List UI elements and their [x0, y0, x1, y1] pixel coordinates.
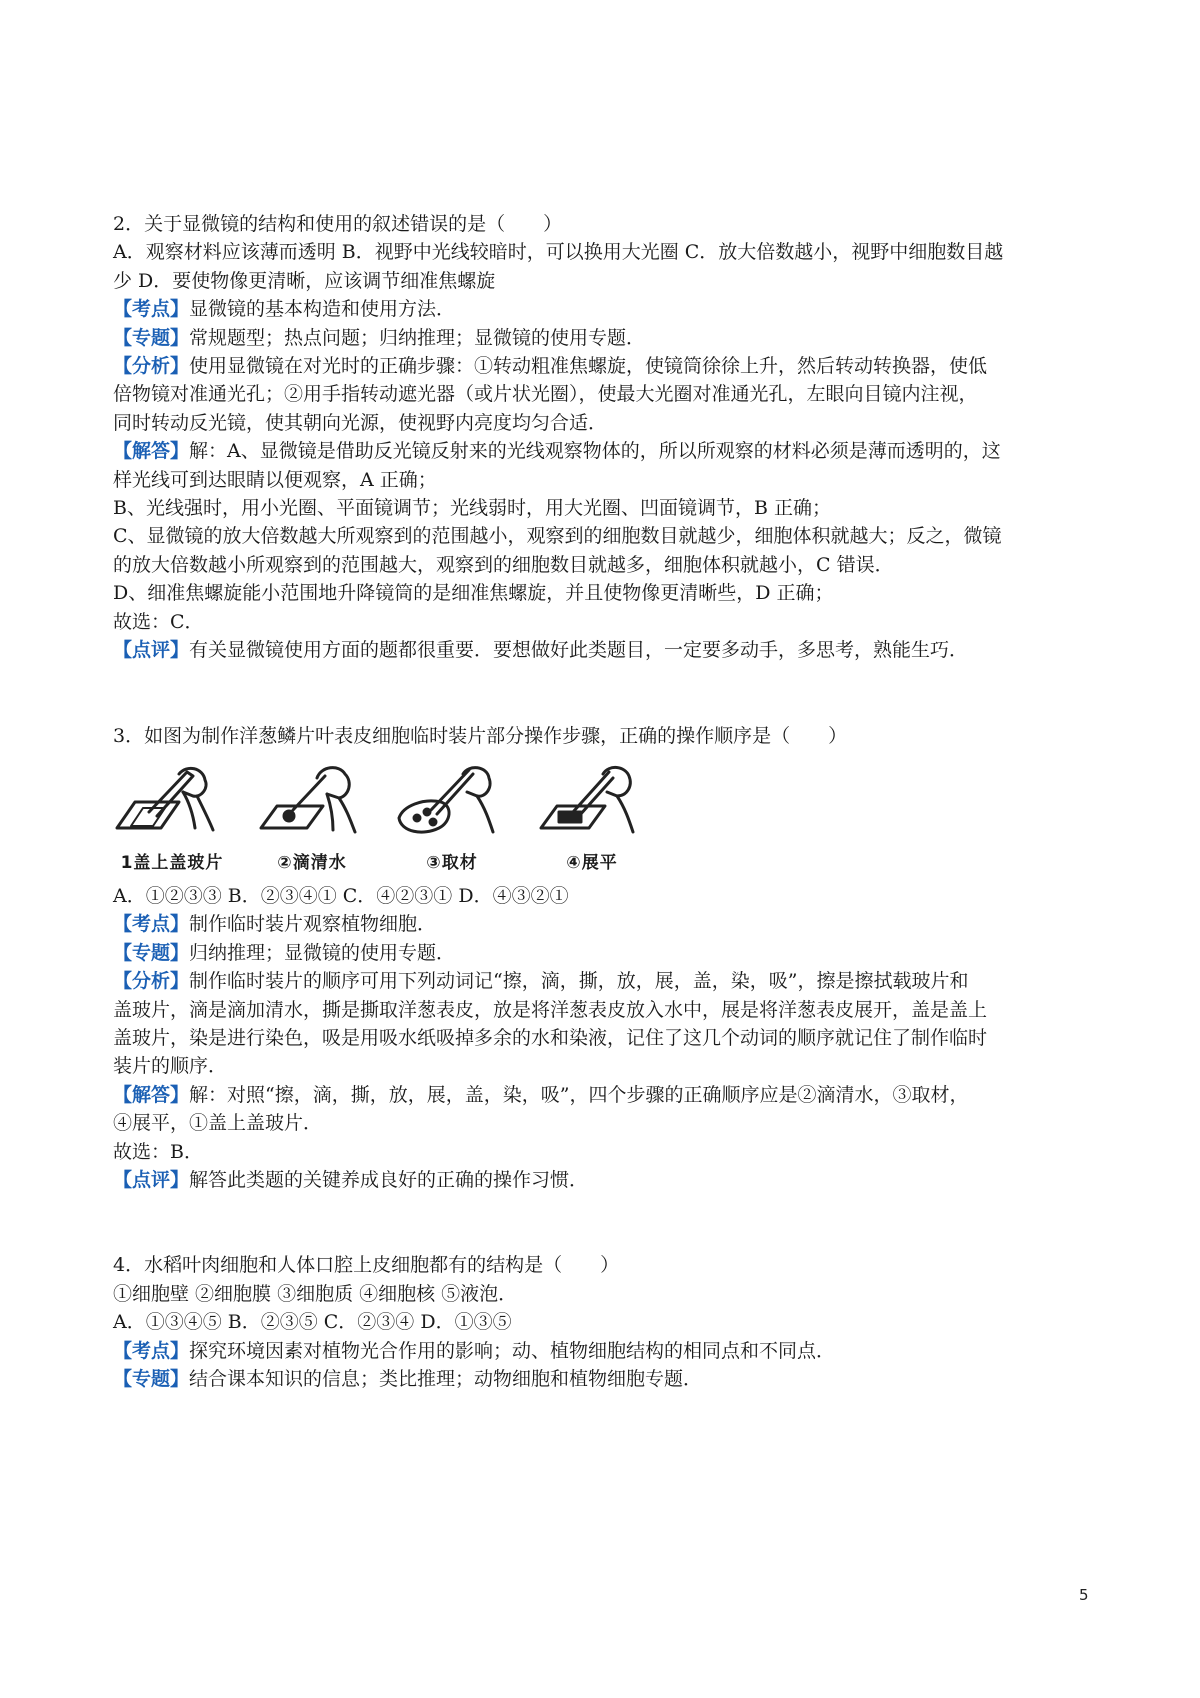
dropper-icon — [253, 762, 371, 846]
tweezers-icon — [393, 762, 511, 846]
zhuanti-text: 常规题型；热点问题；归纳推理；显微镜的使用专题． — [189, 326, 646, 349]
zhuanti-text: 结合课本知识的信息；类比推理；动物细胞和植物细胞专题． — [189, 1368, 703, 1390]
q2-fenxi-cont: 倍物镜对准通光孔；②用手指转动遮光器（或片状光圈），使最大光圈对准通光孔，左眼向目镜内注视， — [113, 383, 978, 406]
q2-jieda-d: D、细准焦螺旋能小范围地升降镜筒的是细准焦螺旋，并且使物像更清晰些，D 正确； — [113, 582, 834, 605]
kaodian-tag: 【考点】 — [113, 913, 190, 936]
q2-answer: 故选：C． — [113, 610, 204, 633]
q3-jieda-cont: ④展平，①盖上盖玻片． — [113, 1112, 323, 1135]
page-number: 5 — [1079, 1586, 1089, 1604]
zhuanti-tag: 【专题】 — [113, 941, 190, 964]
figure-label-2: ②滴清水 — [277, 852, 347, 873]
jieda-tag: 【解答】 — [113, 440, 190, 463]
q4-stem: 4．水稻叶肉细胞和人体口腔上皮细胞都有的结构是（ ） — [113, 1254, 620, 1277]
q3-fenxi-cont: 装片的顺序． — [113, 1055, 228, 1078]
fenxi-text: 制作临时装片的顺序可用下列动词记“擦，滴，撕，放，展，盖，染，吸”，擦是擦拭载玻片和 — [189, 970, 969, 993]
cover-slip-icon — [113, 762, 231, 846]
q2-options: A．观察材料应该薄而透明 B．视野中光线较暗时，可以换用大光圈 C．放大倍数越小，视野中细胞数目越 — [113, 241, 1004, 264]
q3-fenxi-cont: 盖玻片，滴是滴加清水，撕是撕取洋葱表皮，放是将洋葱表皮放入水中，展是将洋葱表皮展开，盖是盖上 — [113, 998, 988, 1021]
q4-zhuanti — [113, 1365, 1098, 1393]
figure-label-4: ④展平 — [566, 852, 618, 873]
needle-icon — [533, 762, 651, 846]
q2-jieda-b: B、光线强时，用小光圈、平面镜调节；光线弱时，用大光圈、凹面镜调节，B 正确； — [113, 497, 831, 520]
fenxi-tag: 【分析】 — [113, 355, 190, 378]
q2-fenxi — [113, 352, 1098, 380]
dianping-tag: 【点评】 — [113, 1168, 190, 1191]
zhuanti-text: 归纳推理；显微镜的使用专题． — [189, 941, 456, 964]
q3-fenxi — [113, 967, 1098, 995]
q3-figure — [113, 762, 1098, 878]
figure-label-3: ③取材 — [426, 852, 478, 873]
q2-jieda-c: C、显微镜的放大倍数越大所观察到的范围越小，观察到的细胞数目就越少，细胞体积就越大；反之，微镜 — [113, 525, 1002, 548]
q3-stem: 3．如图为制作洋葱鳞片叶表皮细胞临时装片部分操作步骤，正确的操作顺序是（ ） — [113, 724, 848, 747]
q2-zhuanti — [113, 324, 1098, 352]
figure-step-2 — [253, 762, 371, 878]
spacer — [113, 665, 1098, 722]
dianping-text: 有关显微镜使用方面的题都很重要．要想做好此类题目，一定要多动手，多思考，熟能生巧． — [189, 639, 969, 662]
q4-kaodian — [113, 1337, 1098, 1365]
q2-stem: 2．关于显微镜的结构和使用的叙述错误的是（ ） — [113, 213, 563, 235]
dianping-text: 解答此类题的关键养成良好的正确的操作习惯． — [189, 1168, 589, 1191]
fenxi-tag: 【分析】 — [113, 970, 190, 993]
kaodian-text: 显微镜的基本构造和使用方法． — [189, 298, 456, 321]
zhuanti-tag: 【专题】 — [113, 326, 190, 349]
figure-step-3 — [393, 762, 511, 878]
q2-kaodian — [113, 295, 1098, 323]
q3-options: A．①②③③ B．②③④① C．④②③① D．④③②① — [113, 884, 569, 907]
q2-jieda-c-cont: 的放大倍数越小所观察到的范围越大，观察到的细胞数目就越多，细胞体积就越小，C 错误． — [113, 553, 894, 576]
kaodian-text: 制作临时装片观察植物细胞． — [189, 913, 437, 936]
q4-options: A．①③④⑤ B．②③⑤ C．②③④ D．①③⑤ — [113, 1311, 512, 1334]
kaodian-tag: 【考点】 — [113, 1339, 190, 1362]
spacer — [113, 1194, 1098, 1251]
kaodian-tag: 【考点】 — [113, 298, 190, 321]
q3-fenxi-cont: 盖玻片，染是进行染色，吸是用吸水纸吸掉多余的水和染液，记住了这几个动词的顺序就记住了制作临时 — [113, 1026, 988, 1049]
document-body — [113, 210, 1098, 1393]
fenxi-text: 使用显微镜在对光时的正确步骤：①转动粗准焦螺旋，使镜筒徐徐上升，然后转动转换器，使低 — [189, 355, 988, 378]
q3-answer: 故选：B． — [113, 1140, 203, 1163]
q3-zhuanti — [113, 939, 1098, 967]
figure-step-1 — [113, 762, 231, 878]
q2-fenxi-cont: 同时转动反光镜，使其朝向光源，使视野内亮度均匀合适． — [113, 411, 608, 434]
q3-dianping — [113, 1166, 1098, 1194]
q4-items: ①细胞壁 ②细胞膜 ③细胞质 ④细胞核 ⑤液泡． — [113, 1282, 518, 1305]
q3-kaodian — [113, 910, 1098, 938]
q3-jieda — [113, 1081, 1098, 1109]
q2-options-cont: 少 D．要使物像更清晰，应该调节细准焦螺旋 — [113, 269, 496, 292]
q2-jieda-cont: 样光线可到达眼睛以便观察，A 正确； — [113, 468, 437, 491]
jieda-tag: 【解答】 — [113, 1083, 190, 1106]
dianping-tag: 【点评】 — [113, 639, 190, 662]
jieda-text: 解：对照“擦，滴，撕，放，展，盖，染，吸”，四个步骤的正确顺序应是②滴清水，③取材， — [189, 1083, 969, 1106]
q2-dianping — [113, 636, 1098, 664]
q2-jieda — [113, 437, 1098, 465]
kaodian-text: 探究环境因素对植物光合作用的影响；动、植物细胞结构的相同点和不同点． — [189, 1339, 836, 1362]
figure-label-1: 1盖上盖玻片 — [120, 852, 224, 873]
jieda-text: 解：A、显微镜是借助反光镜反射来的光线观察物体的，所以所观察的材料必须是薄而透明的，这 — [189, 440, 1001, 463]
zhuanti-tag: 【专题】 — [113, 1368, 190, 1390]
figure-step-4 — [533, 762, 651, 878]
